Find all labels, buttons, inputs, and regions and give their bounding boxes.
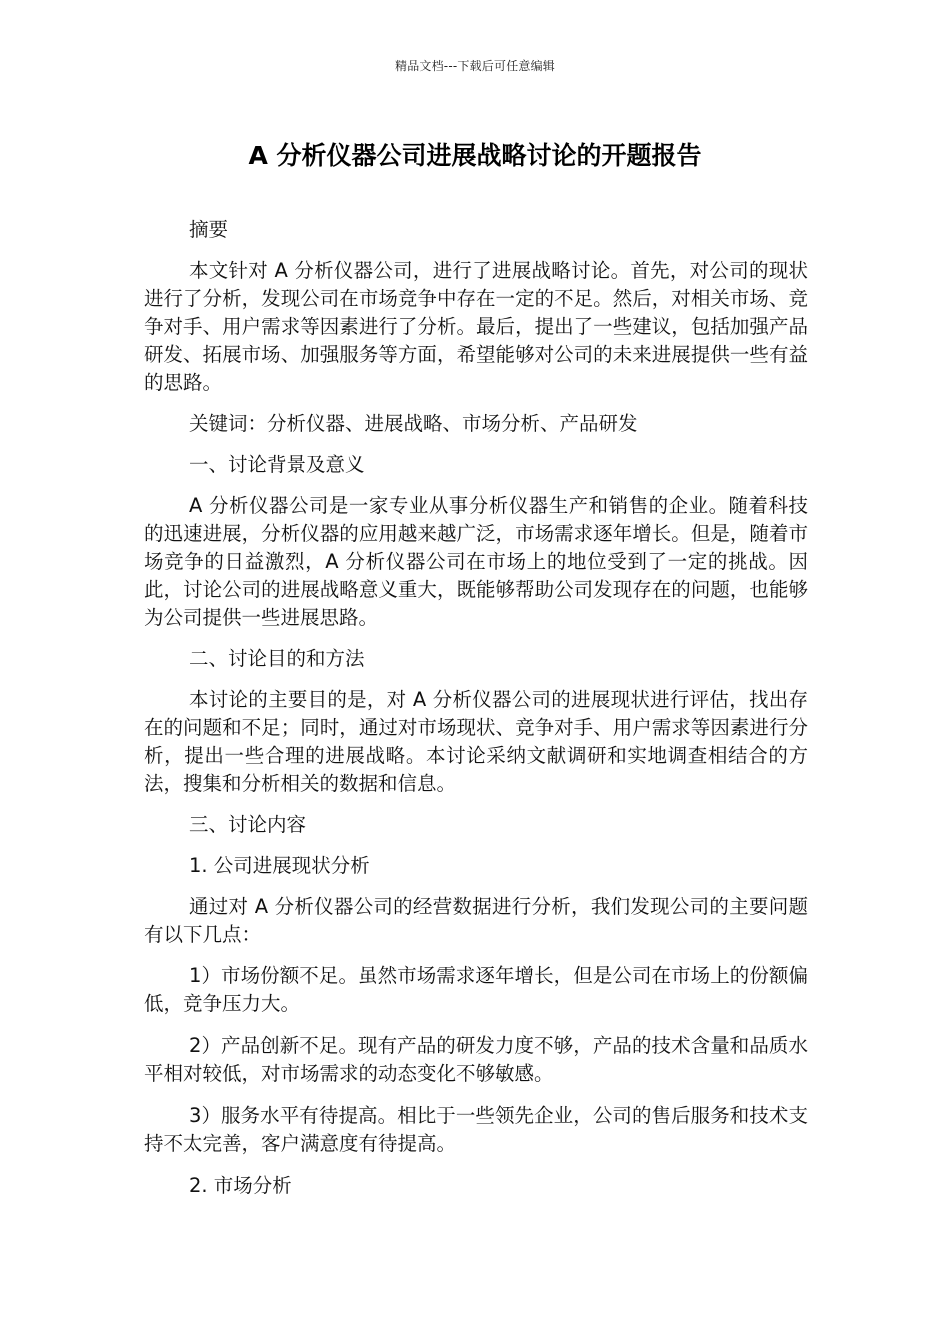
abstract-heading: 摘要 — [189, 218, 229, 241]
section-heading-purpose: 二、讨论目的和方法 — [189, 647, 365, 670]
list-item: 3）服务水平有待提高。相比于一些领先企业，公司的售后服务和技术支持不太完善，客户满意度有待提高。 — [144, 1104, 808, 1155]
purpose-paragraph: 本讨论的主要目的是，对 A 分析仪器公司的进展现状进行评估，找出存在的问题和不足；同时，通过对市场现状、竞争对手、用户需求等因素进行分析，提出一些合理的进展战略。本讨论采纳文献调研和实地调查相结合的方法，搜集和分析相关的数据和信息。 — [144, 688, 808, 795]
list-item: 1）市场份额不足。虽然市场需求逐年增长，但是公司在市场上的份额偏低，竞争压力大。 — [144, 964, 808, 1015]
keywords: 关键词：分析仪器、进展战略、市场分析、产品研发 — [189, 412, 638, 435]
document-body — [144, 216, 808, 1213]
background-paragraph: A 分析仪器公司是一家专业从事分析仪器生产和销售的企业。随着科技的迅速进展，分析仪器的应用越来越广泛，市场需求逐年增长。但是，随着市场竞争的日益激烈，A 分析仪器公司在市场上的地位受到了一定的挑战。因此，讨论公司的进展战略意义重大，既能够帮助公司发现存在的问题，也能够为公司提供一些进展思路。 — [144, 494, 808, 629]
section-heading-content: 三、讨论内容 — [189, 813, 307, 836]
section-heading-background: 一、讨论背景及意义 — [189, 453, 365, 476]
abstract-paragraph: 本文针对 A 分析仪器公司，进行了进展战略讨论。首先，对公司的现状进行了分析，发现公司在市场竞争中存在一定的不足。然后，对相关市场、竞争对手、用户需求等因素进行了分析。最后，提出了一些建议，包括加强产品研发、拓展市场、加强服务等方面，希望能够对公司的未来进展提供一些有益的思路。 — [144, 259, 808, 394]
list-item: 2）产品创新不足。现有产品的研发力度不够，产品的技术含量和品质水平相对较低，对市场需求的动态变化不够敏感。 — [144, 1034, 808, 1085]
status-paragraph: 通过对 A 分析仪器公司的经营数据进行分析，我们发现公司的主要问题有以下几点： — [144, 895, 808, 946]
subsection-heading-status: 1. 公司进展现状分析 — [189, 854, 370, 877]
subsection-heading-market: 2. 市场分析 — [189, 1174, 292, 1197]
header-note: 精品文档---下载后可任意编辑 — [395, 59, 555, 73]
document-title: A 分析仪器公司进展战略讨论的开题报告 — [248, 141, 702, 170]
